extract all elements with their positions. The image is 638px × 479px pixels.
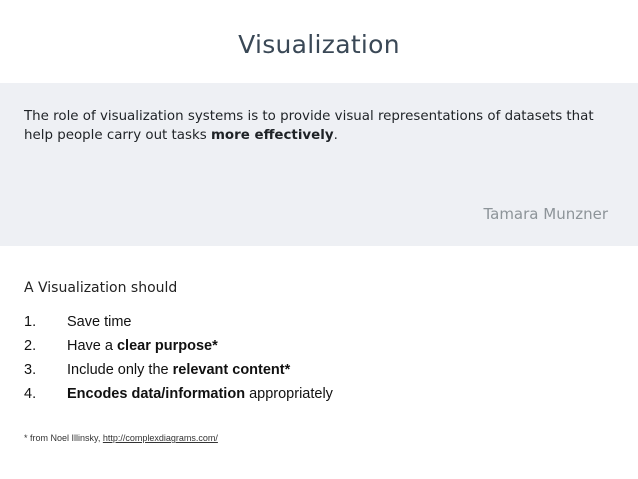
list-item-text — [67, 382, 333, 406]
list-item-text-bold: Encodes data/information — [67, 386, 246, 402]
list-item — [24, 310, 624, 334]
list-item-number: 4. — [24, 386, 37, 402]
list-item-text — [67, 358, 290, 382]
quote-text-end: . — [333, 128, 338, 143]
footnote — [24, 433, 218, 443]
list-item-number: 3. — [24, 362, 37, 378]
list-item-text — [67, 310, 131, 334]
slide-title: Visualization — [238, 30, 400, 59]
list-item — [24, 334, 624, 358]
quote-box — [0, 83, 638, 246]
list-item-text-pre: Have a — [67, 338, 117, 354]
list-item-text-bold: clear purpose* — [116, 338, 218, 354]
requirements-list — [24, 310, 624, 406]
list-item — [24, 382, 624, 406]
list-item-text-pre: Include only the — [67, 362, 173, 378]
list-heading: A Visualization should — [24, 280, 178, 296]
list-item-number: 2. — [24, 338, 37, 354]
quote-emphasis: more effectively — [210, 128, 334, 143]
list-item — [24, 358, 624, 382]
list-item-text-bold: relevant content* — [172, 362, 291, 378]
list-item-text-pre: Save time — [67, 314, 132, 330]
footnote-link[interactable]: http://complexdiagrams.com/ — [102, 433, 218, 443]
quote-text — [24, 107, 624, 145]
list-item-text-post: appropriately — [245, 386, 333, 402]
footnote-text: * from Noel Illinsky, — [24, 433, 103, 443]
list-item-number: 1. — [24, 314, 37, 330]
quote-author: Tamara Munzner — [483, 205, 608, 223]
quote-text-part: The role of visualization systems is to provide visual representations of datasets that help people carry out tasks — [24, 109, 594, 143]
list-item-text — [67, 334, 218, 358]
